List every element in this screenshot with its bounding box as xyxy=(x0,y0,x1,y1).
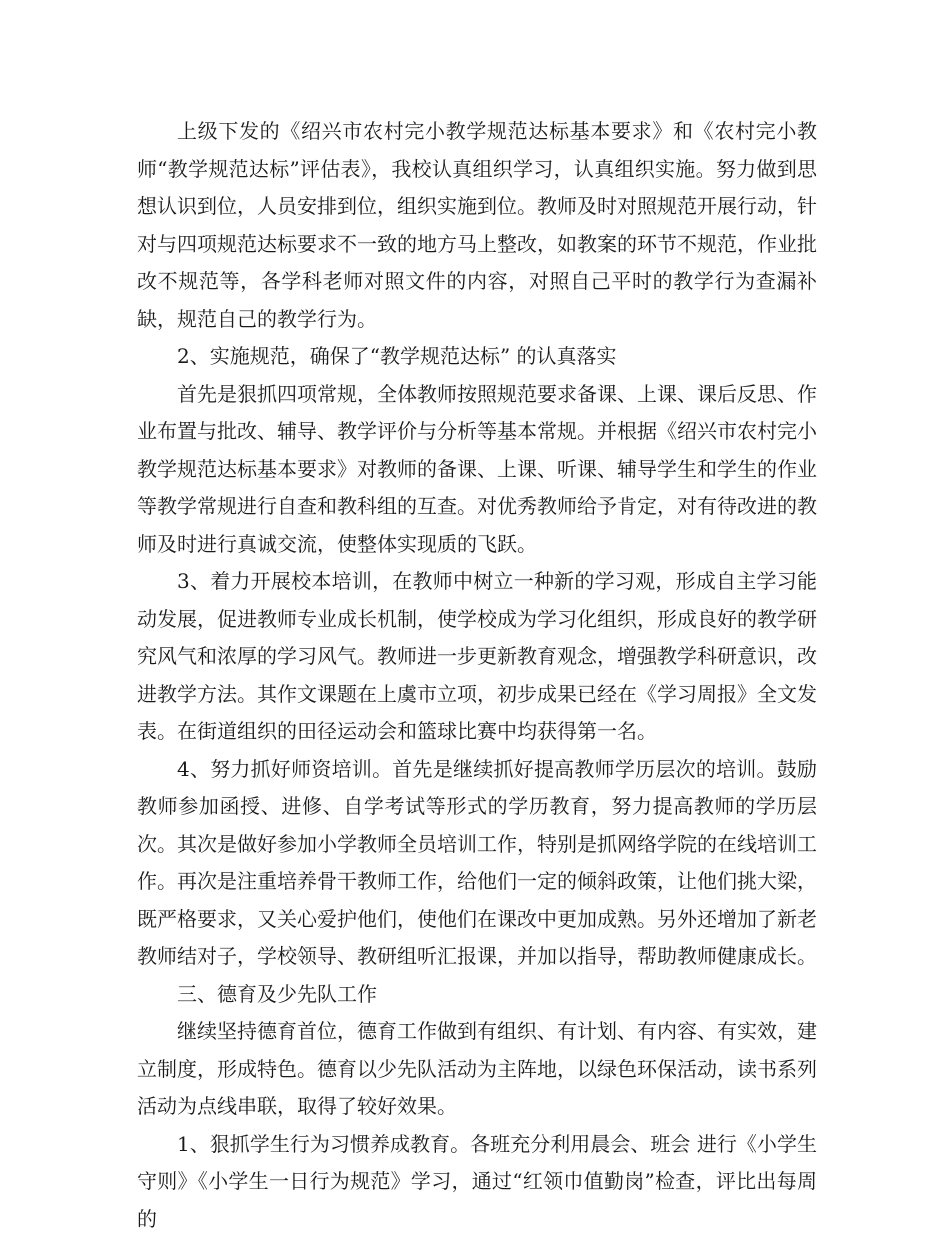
paragraph-routine: 首先是狠抓四项常规，全体教师按照规范要求备课、上课、课后反思、作业布置与批改、辅导、教学评价与分析等基本常规。并根据《绍兴市农村完小教学规范达标基本要求》对教师的备课、上课、听课、辅导学生和学生的作业等教学常规进行自查和教科组的互查。对优秀教师给予肯定，对有待改进的教师及时进行真诚交流，使整体实现质的飞跃。 xyxy=(137,376,817,564)
paragraph-item-4: 4、努力抓好师资培训。首先是继续抓好提高教师学历层次的培训。鼓励教师参加函授、进修、自学考试等形式的学历教育，努力提高教师的学历层次。其次是做好参加小学教师全员培训工作，特别是抓网络学院的在线培训工作。再次是注重培养骨干教师工作，给他们一定的倾斜政策，让他们挑大梁，既严格要求，又关心爱护他们，使他们在课改中更加成熟。另外还增加了新老教师结对子，学校领导、教研组听汇报课，并加以指导，帮助教师健康成长。 xyxy=(137,751,817,976)
section-heading-moral-education: 三、德育及少先队工作 xyxy=(137,976,817,1014)
paragraph-heading-2: 2、实施规范，确保了“教学规范达标” 的认真落实 xyxy=(137,338,817,376)
document-body xyxy=(137,113,817,1238)
paragraph-moral-education: 继续坚持德育首位，德育工作做到有组织、有计划、有内容、有实效，建立制度，形成特色。德育以少先队活动为主阵地，以绿色环保活动，读书系列活动为点线串联，取得了较好效果。 xyxy=(137,1013,817,1126)
paragraph-intro: 上级下发的《绍兴市农村完小教学规范达标基本要求》和《农村完小教师“教学规范达标”评估表》，我校认真组织学习，认真组织实施。努力做到思想认识到位，人员安排到位，组织实施到位。教师及时对照规范开展行动，针对与四项规范达标要求不一致的地方马上整改，如教案的环节不规范，作业批改不规范等，各学科老师对照文件的内容，对照自己平时的教学行为查漏补缺，规范自己的教学行为。 xyxy=(137,113,817,338)
paragraph-item-3: 3、着力开展校本培训，在教师中树立一种新的学习观，形成自主学习能动发展，促进教师专业成长机制，使学校成为学习化组织，形成良好的教学研究风气和浓厚的学习风气。教师进一步更新教育观念，增强教学科研意识，改进教学方法。其作文课题在上虞市立项，初步成果已经在《学习周报》全文发表。在街道组织的田径运动会和篮球比赛中均获得第一名。 xyxy=(137,563,817,751)
paragraph-item-1-habits: 1、狠抓学生行为习惯养成教育。各班充分利用晨会、班会 进行《小学生守则》《小学生一日行为规范》学习，通过“红领巾值勤岗”检查，评比出每周的 xyxy=(137,1126,817,1238)
